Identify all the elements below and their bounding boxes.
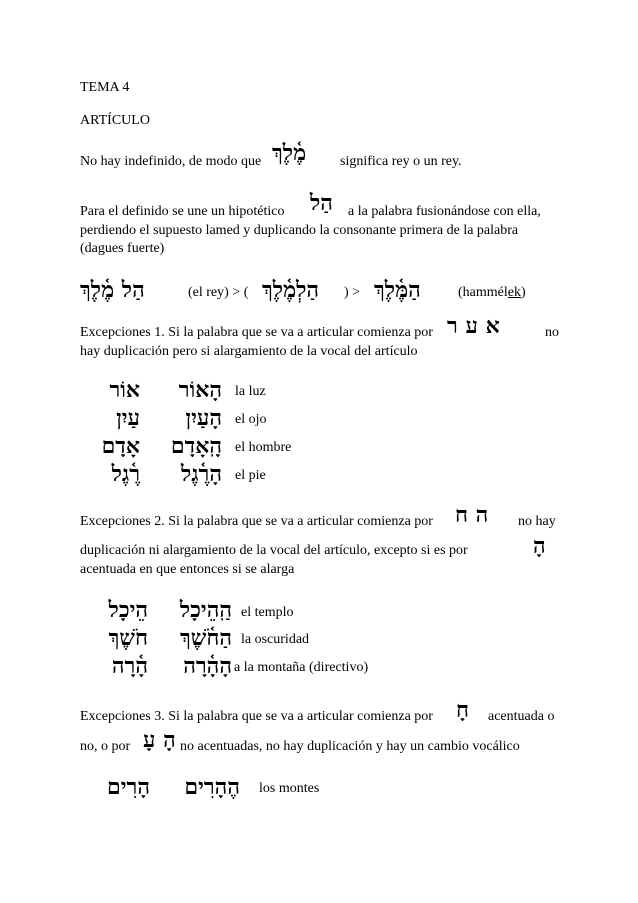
hebrew-melek: מֶ֫לֶךְ	[272, 140, 307, 166]
derivation-text-1: (el rey) > (	[188, 285, 249, 300]
exc1-row-3-gloss: el hombre	[235, 440, 292, 455]
indef-text-after: significa rey o un rey.	[340, 154, 462, 169]
exc2-row-2-base: חֹשֶׁךְ	[108, 625, 148, 651]
exc1-line-2: hay duplicación pero si alargamiento de la vocal del artículo	[80, 344, 418, 359]
exc1-row-1-gloss: la luz	[235, 384, 266, 399]
hebrew-hal: הַל	[310, 190, 333, 216]
exc2-heb-ha: הָ	[533, 533, 546, 559]
exc3-row-base: הָרִים	[107, 774, 150, 800]
hebrew-hammelek: הַמֶּ֫לֶךְ	[374, 277, 421, 303]
definite-text-before: Para el definido se une un hipotético	[80, 204, 285, 219]
hebrew-hal-melek: הַל מֶ֫לֶךְ	[80, 277, 145, 303]
exc3-line-2-before: no, o por	[80, 739, 131, 754]
exc1-letters: א ע ר	[447, 313, 500, 339]
exc1-row-3-base: אָדָם	[101, 433, 140, 459]
exc2-row-3-art: הָהָ֫רָה	[183, 653, 232, 679]
exc2-text-before: Excepciones 2. Si la palabra que se va a articular comienza por	[80, 514, 433, 529]
exc2-row-2-gloss: la oscuridad	[241, 632, 310, 647]
exc2-line-2: duplicación ni alargamiento de la vocal del artículo, excepto si es por	[80, 543, 468, 558]
exc1-row-4-base: רֶ֫גֶל	[111, 461, 140, 487]
exc3-line-2-after: no acentuadas, no hay duplicación y hay un cambio vocálico	[180, 739, 520, 754]
exc2-line-3: acentuada en que entonces si se alarga	[80, 562, 295, 577]
exc3-heb-het: חָ	[456, 697, 470, 723]
exc1-row-2-art: הָעַיִן	[185, 405, 222, 431]
exc2-row-3-base: הָ֫רָה	[111, 653, 148, 679]
exc1-row-4-gloss: el pie	[235, 468, 266, 483]
exc2-row-1-base: הֵיכָל	[108, 597, 148, 623]
exc2-text-after: no hay	[518, 514, 556, 529]
exc1-text-after: no	[545, 325, 559, 340]
indef-text-before: No hay indefinido, de modo que	[80, 154, 262, 169]
transliteration: (hammélek)	[458, 285, 526, 300]
definite-line-2: perdiendo el supuesto lamed y duplicando la consonante primera de la palabra	[80, 223, 519, 238]
section-title: ARTÍCULO	[80, 113, 150, 128]
exc1-row-2-gloss: el ojo	[235, 412, 267, 427]
definite-line-3: (dagues fuerte)	[80, 241, 165, 256]
exc3-text-after: acentuada o	[488, 709, 555, 724]
exc1-text-before: Excepciones 1. Si la palabra que se va a articular comienza por	[80, 325, 433, 340]
exc3-row-art: הֶהָרִים	[184, 774, 240, 800]
tema-label: TEMA 4	[80, 80, 130, 95]
exc2-letters: ה ח	[455, 502, 489, 528]
exc1-row-1-art: הָאוֹר	[178, 377, 222, 403]
exc3-row-gloss: los montes	[259, 781, 320, 796]
exc1-row-2-base: עַיִן	[116, 405, 140, 431]
derivation-text-2: ) >	[344, 285, 361, 300]
exc2-row-1-art: הַֽהֵיכָל	[179, 597, 232, 623]
definite-text-after: a la palabra fusionándose con ella,	[348, 204, 541, 219]
exc1-row-1-base: אוֹר	[109, 377, 140, 403]
exc3-text-before: Excepciones 3. Si la palabra que se va a articular comienza por	[80, 709, 433, 724]
exc2-row-2-art: הַחֹ֫שֶׁךְ	[179, 625, 232, 651]
exc1-row-4-art: הָרֶ֫גֶל	[180, 461, 222, 487]
exc2-row-3-gloss: a la montaña (directivo)	[234, 660, 369, 675]
exc2-row-1-gloss: el templo	[241, 605, 294, 620]
exc1-row-3-art: הָֽאָדָם	[170, 433, 222, 459]
hebrew-halmelek: הַלְמֶ֫לֶךְ	[262, 277, 320, 303]
exc3-heb-he-ayin: הָ עָ	[143, 727, 176, 753]
